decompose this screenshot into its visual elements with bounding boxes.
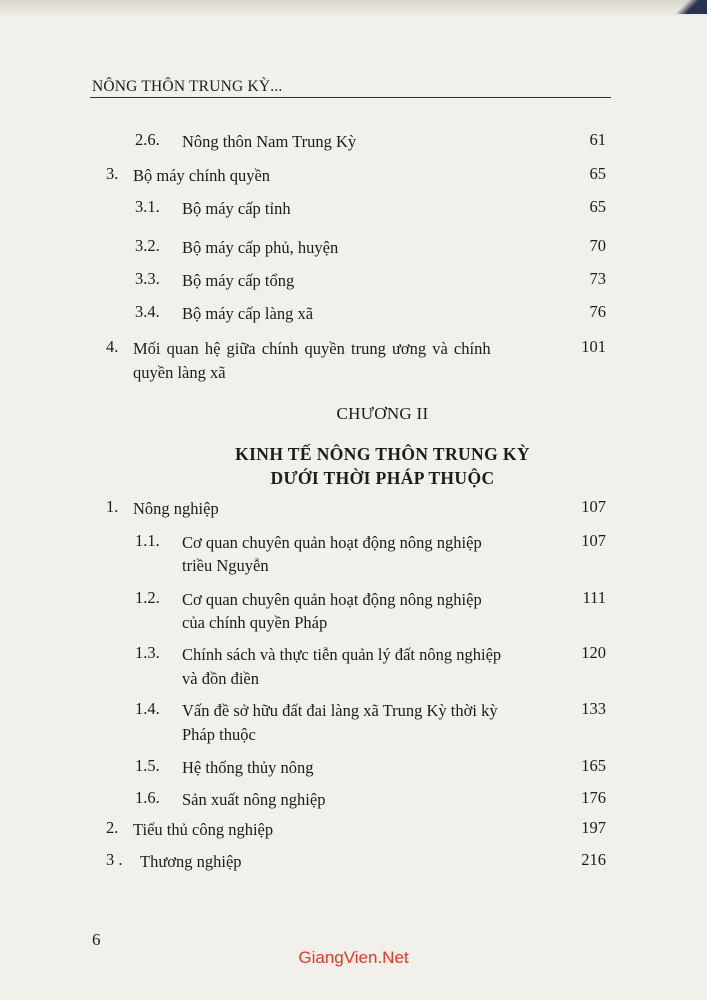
toc-title-line1: Mối quan hệ giữa chính quyền trung ương và chính	[133, 339, 491, 358]
chapter-title-line1: KINH TẾ NÔNG THÔN TRUNG KỲ	[235, 444, 530, 464]
toc-title: Bộ máy cấp tỉnh	[182, 199, 291, 218]
toc-number: 3 .	[106, 850, 123, 869]
corner-mark	[667, 0, 707, 14]
toc-title-line1: Cơ quan chuyên quản hoạt động nông nghiệp	[182, 533, 482, 552]
toc-title: Sản xuất nông nghiệp	[182, 790, 326, 809]
toc-number: 1.2.	[135, 588, 160, 607]
toc-number: 3.1.	[135, 197, 160, 216]
toc-number: 3.4.	[135, 302, 160, 321]
toc-title-line1: Cơ quan chuyên quản hoạt động nông nghiệp	[182, 590, 482, 609]
toc-page: 73	[589, 269, 606, 288]
toc-number: 1.	[106, 497, 119, 516]
page-top-shadow	[0, 0, 707, 18]
toc-title: Hệ thống thủy nông	[182, 758, 314, 777]
toc-title-line2: triều Nguyễn	[182, 556, 269, 575]
running-title: NÔNG THÔN TRUNG KỲ...	[92, 78, 283, 95]
toc-title: Nông nghiệp	[133, 499, 219, 518]
toc-number: 2.6.	[135, 130, 160, 149]
toc-title-line2: Pháp thuộc	[182, 725, 256, 744]
toc-title-line2: của chính quyền Pháp	[182, 613, 328, 632]
toc-page: 65	[589, 197, 606, 216]
toc-page: 133	[581, 699, 606, 718]
toc-page: 76	[589, 302, 606, 321]
toc-number: 1.1.	[135, 531, 160, 550]
toc-title: Bộ máy cấp phủ, huyện	[182, 238, 339, 257]
toc-number: 3.3.	[135, 269, 160, 288]
toc-page: 216	[581, 850, 606, 869]
toc-title-line1: Vấn đề sở hữu đất đai làng xã Trung Kỳ thời kỳ	[182, 701, 498, 720]
toc-page: 107	[581, 531, 606, 550]
toc-number: 3.	[106, 164, 119, 183]
toc-title: Bộ máy cấp làng xã	[182, 304, 314, 323]
toc-number: 1.5.	[135, 756, 160, 775]
toc-page: 61	[589, 130, 606, 149]
toc-title-line2: quyền làng xã	[133, 363, 226, 382]
toc-number: 1.4.	[135, 699, 160, 718]
toc-number: 1.6.	[135, 788, 160, 807]
watermark: GiangVien.Net	[298, 948, 409, 967]
toc-title: Bộ máy cấp tổng	[182, 271, 295, 290]
toc-page: 107	[581, 497, 606, 516]
toc-number: 4.	[106, 337, 119, 356]
toc-page: 165	[581, 756, 606, 775]
toc-page: 70	[589, 236, 606, 255]
toc-page: 111	[582, 588, 606, 607]
toc-title: Nông thôn Nam Trung Kỳ	[182, 132, 357, 151]
toc-number: 1.3.	[135, 643, 160, 662]
toc-page: 197	[581, 818, 606, 837]
toc-page: 101	[581, 337, 606, 356]
toc-page: 120	[581, 643, 606, 662]
toc-page: 65	[589, 164, 606, 183]
toc-title: Thương nghiệp	[140, 852, 242, 871]
toc-number: 2.	[106, 818, 119, 837]
toc-title: Bộ máy chính quyền	[133, 166, 271, 185]
chapter-label: CHƯƠNG II	[336, 404, 429, 423]
toc-title-line2: và đồn điền	[182, 669, 259, 688]
toc-title-line1: Chính sách và thực tiễn quản lý đất nông nghiệp	[182, 645, 502, 664]
toc-page: 176	[581, 788, 606, 807]
page-number: 6	[92, 930, 101, 949]
toc-title: Tiểu thủ công nghiệp	[133, 820, 274, 839]
toc-number: 3.2.	[135, 236, 160, 255]
chapter-title-line2: DƯỚI THỜI PHÁP THUỘC	[270, 468, 495, 488]
header-rule	[90, 97, 611, 98]
